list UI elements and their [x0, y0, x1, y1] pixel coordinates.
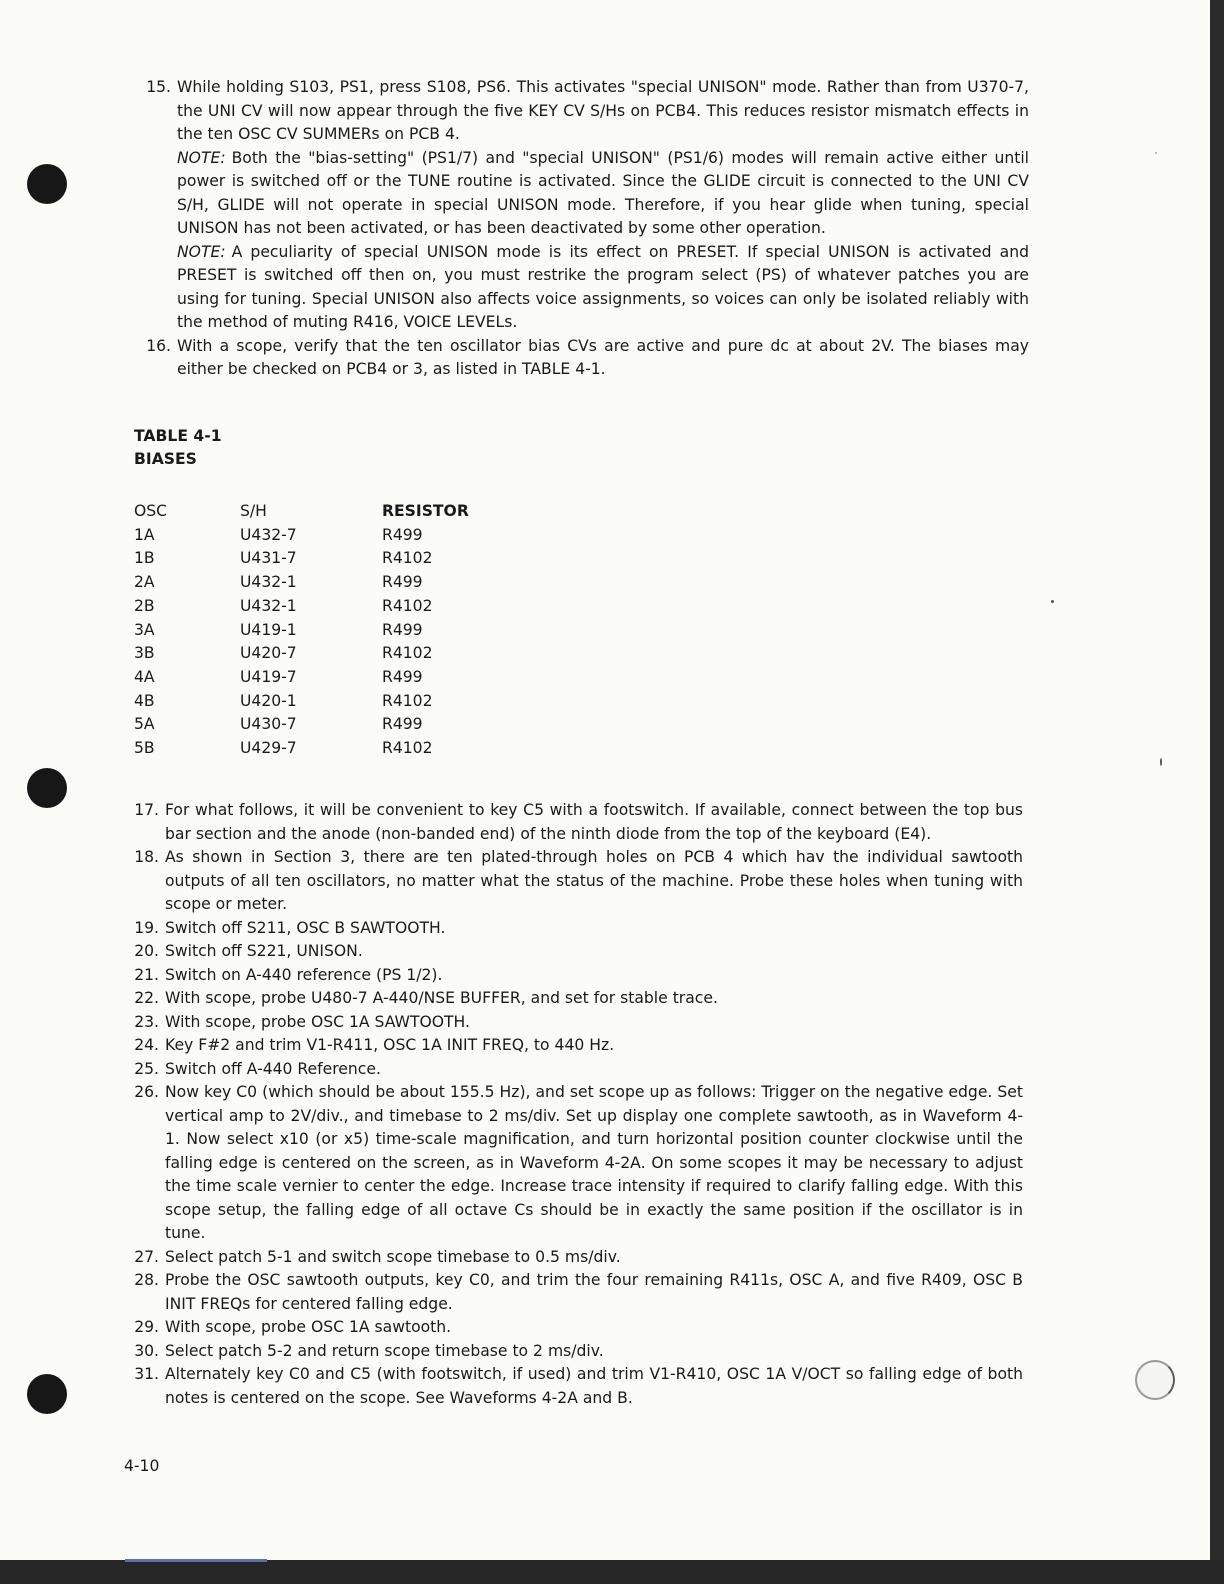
cell-resistor: R499 [382, 573, 423, 592]
item-number: 23. [134, 1012, 159, 1031]
item-text: Key F#2 and trim V1-R411, OSC 1A INIT FREQ, to 440 Hz. [165, 1036, 615, 1054]
item-number: 18. [134, 848, 159, 866]
item-text: With a scope, verify that the ten oscillator bias CVs are active and pure dc at about 2V. The biases may either be checked on PCB4 or 3, as listed in TABLE 4-1. [177, 336, 1029, 378]
item-text: With scope, probe U480-7 A-440/NSE BUFFER, and set for stable trace. [165, 989, 718, 1007]
item-number: 30. [134, 1341, 159, 1360]
cell-sh: U430-7 [240, 715, 297, 734]
item-text: While holding S103, PS1, press S108, PS6. This activates "special UNISON" mode. Rather than from U370-7, the UNI CV will now appear through the five KEY CV S/Hs on PCB4. This reduces resistor mismatch effects in the ten OSC CV SUMMERs on PCB 4. [177, 78, 1029, 143]
list-item [134, 846, 1023, 917]
cell-osc: 4B [134, 691, 155, 710]
cell-osc: 3B [134, 644, 155, 663]
table-row [134, 666, 502, 690]
item-number: 29. [134, 1318, 159, 1336]
item-number: 17. [134, 801, 159, 819]
cell-osc: 2B [134, 596, 155, 615]
cell-osc: 4A [134, 667, 155, 686]
table-caption [134, 425, 222, 471]
table-number: TABLE 4-1 [134, 427, 222, 445]
item-text: Switch on A-440 reference (PS 1/2). [165, 965, 443, 984]
list-item [134, 1316, 1023, 1340]
item-number: 27. [134, 1247, 159, 1266]
list-item [134, 1363, 1023, 1410]
cell-resistor: R499 [382, 715, 423, 734]
list-item [134, 987, 1023, 1011]
item-number: 16. [146, 336, 171, 355]
list-item [134, 1058, 1023, 1082]
note-label: NOTE: [177, 148, 226, 167]
item-text: Now key C0 (which should be about 155.5 Hz), and set scope up as follows: Trigger on the negative edge. Set vertical amp to 2V/div., and timebase to 2 ms/div. Set up display one complete sawtooth, as in Waveform 4-1. Now select x10 (or x5) time-scale magnification, and turn horizontal position counter clockwise until the falling edge is centered on the screen, as in Waveform 4-2A. On some scopes it may be necessary to adjust the time scale vernier to center the edge. Increase trace intensity if required to clarify falling edge. With this scope setup, the falling edge of all octave Cs should be in exactly the same position if the oscillator is in tune. [165, 1083, 1023, 1242]
table-row [134, 642, 502, 666]
item-number: 15. [146, 78, 171, 96]
item-text: Alternately key C0 and C5 (with footswitch, if used) and trim V1-R410, OSC 1A V/OCT so falling edge of both notes is centered on the scope. See Waveforms 4-2A and B. [165, 1365, 1023, 1407]
page-number: 4-10 [124, 1457, 160, 1475]
list-item [146, 335, 1029, 382]
cell-resistor: R4102 [382, 549, 433, 568]
page-edge-shadow [1210, 0, 1224, 1584]
cell-sh: U420-7 [240, 644, 297, 663]
cell-sh: U432-7 [240, 525, 297, 544]
binder-hole [27, 1374, 67, 1414]
list-item [146, 76, 1029, 335]
cell-sh: U419-1 [240, 620, 297, 639]
list-item [134, 1011, 1023, 1035]
cell-resistor: R499 [382, 525, 423, 544]
cell-resistor: R499 [382, 667, 423, 686]
list-item [134, 964, 1023, 988]
cell-osc: 5A [134, 715, 155, 734]
cell-osc: 1A [134, 525, 155, 544]
table-row [134, 737, 502, 761]
item-text: Switch off A-440 Reference. [165, 1059, 381, 1078]
table-title: BIASES [134, 450, 197, 468]
item-number: 19. [134, 918, 159, 937]
biases-table [134, 500, 502, 761]
procedure-list-bottom [134, 799, 1023, 1410]
cell-osc: 3A [134, 620, 155, 639]
item-number: 28. [134, 1271, 159, 1289]
note-text: Both the "bias-setting" (PS1/7) and "special UNISON" (PS1/6) modes will remain active either until power is switched off or the TUNE routine is activated. Since the GLIDE circuit is connected to the UNI CV S/H, GLIDE will not operate in special UNISON mode. Therefore, if you hear glide when tuning, special UNISON has not been activated, or has been deactivated by some other operation. [177, 148, 1029, 237]
item-text: With scope, probe OSC 1A SAWTOOTH. [165, 1012, 470, 1031]
note [177, 147, 1029, 241]
binder-hole [27, 164, 67, 204]
item-number: 26. [134, 1083, 159, 1101]
procedure-list-top [146, 76, 1029, 382]
table-row [134, 690, 502, 714]
header-resistor: RESISTOR [382, 502, 469, 520]
cell-resistor: R4102 [382, 691, 433, 710]
item-text: Probe the OSC sawtooth outputs, key C0, and trim the four remaining R411s, OSC A, and five R409, OSC B INIT FREQs for centered falling edge. [165, 1271, 1023, 1313]
cell-osc: 1B [134, 549, 155, 568]
table-header-row [134, 500, 502, 524]
cell-osc: 2A [134, 573, 155, 592]
list-item [134, 940, 1023, 964]
cell-sh: U432-1 [240, 573, 297, 592]
item-number: 25. [134, 1059, 159, 1078]
item-number: 24. [134, 1036, 159, 1054]
item-text: Select patch 5-2 and return scope timebase to 2 ms/div. [165, 1341, 604, 1360]
cell-sh: U429-7 [240, 739, 297, 758]
list-item [134, 799, 1023, 846]
item-text: As shown in Section 3, there are ten plated-through holes on PCB 4 which hav the individual sawtooth outputs of all ten oscillators, no matter what the status of the machine. Probe these holes when tuning with scope or meter. [165, 848, 1023, 913]
cell-osc: 5B [134, 739, 155, 758]
cell-resistor: R499 [382, 620, 423, 639]
speck [1160, 758, 1162, 766]
note [177, 241, 1029, 335]
item-text: With scope, probe OSC 1A sawtooth. [165, 1318, 452, 1336]
cell-sh: U431-7 [240, 549, 297, 568]
page-edge-shadow [0, 1560, 1224, 1584]
cell-resistor: R4102 [382, 596, 433, 615]
list-item [134, 917, 1023, 941]
item-number: 31. [134, 1365, 159, 1383]
item-text: Switch off S221, UNISON. [165, 942, 363, 960]
list-item [134, 1340, 1023, 1364]
ring-mark [1135, 1360, 1175, 1400]
cell-resistor: R4102 [382, 739, 433, 758]
list-item [134, 1246, 1023, 1270]
cell-sh: U432-1 [240, 596, 297, 615]
cell-sh: U419-7 [240, 667, 297, 686]
note-label: NOTE: [177, 242, 226, 261]
item-number: 20. [134, 942, 159, 960]
item-text: For what follows, it will be convenient to key C5 with a footswitch. If available, connect between the top bus bar section and the anode (non-banded end) of the ninth diode from the top of the keyboard (E4). [165, 801, 1023, 843]
list-item [134, 1034, 1023, 1058]
table-row [134, 713, 502, 737]
header-osc: OSC [134, 502, 168, 520]
list-item [134, 1081, 1023, 1246]
item-number: 21. [134, 965, 159, 984]
item-text: Select patch 5-1 and switch scope timebase to 0.5 ms/div. [165, 1247, 621, 1266]
header-sh: S/H [240, 502, 267, 520]
item-number: 22. [134, 989, 159, 1007]
table-row [134, 547, 502, 571]
list-item [134, 1269, 1023, 1316]
speck [1051, 600, 1054, 603]
note-text: A peculiarity of special UNISON mode is its effect on PRESET. If special UNISON is activated and PRESET is switched off then on, you must restrike the program select (PS) of whatever patches you are using for tuning. Special UNISON also affects voice assignments, so voices can only be isolated reliably with the method of muting R416, VOICE LEVELs. [177, 242, 1029, 331]
table-row [134, 595, 502, 619]
cell-resistor: R4102 [382, 644, 433, 663]
cell-sh: U420-1 [240, 691, 297, 710]
table-row [134, 571, 502, 595]
table-row [134, 524, 502, 548]
scan-strip [125, 1559, 267, 1562]
table-row [134, 619, 502, 643]
item-text: Switch off S211, OSC B SAWTOOTH. [165, 918, 446, 937]
speck [1155, 152, 1157, 154]
binder-hole [27, 768, 67, 808]
